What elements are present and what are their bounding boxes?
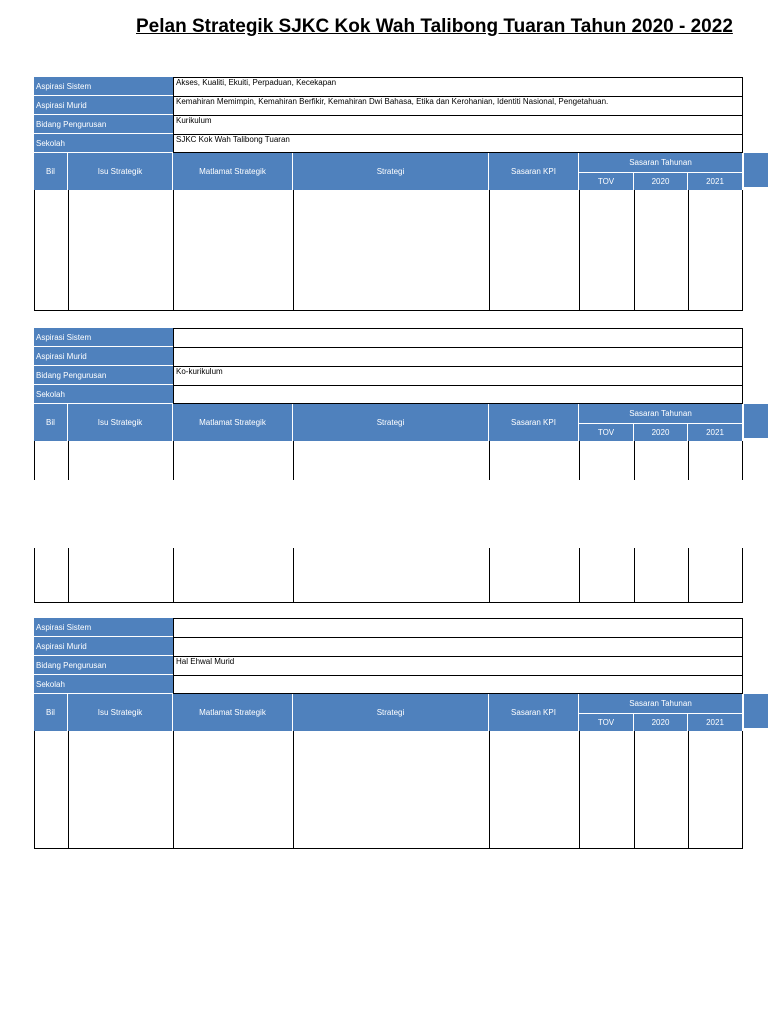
- col-bil: Bil: [34, 694, 68, 731]
- col-bil: Bil: [34, 404, 68, 441]
- label-sekolah: Sekolah: [34, 385, 173, 404]
- col-2020: 2020: [634, 713, 688, 731]
- col-sasaran-tahunan: Sasaran Tahunan: [579, 694, 743, 713]
- col-strategi: Strategi: [293, 404, 489, 441]
- row-aspirasi-murid: [34, 637, 743, 656]
- col-2020: 2020: [634, 172, 688, 190]
- row-aspirasi-sistem: [34, 328, 743, 347]
- label-bidang: Bidang Pengurusan: [34, 656, 173, 675]
- row-sekolah: [34, 675, 743, 694]
- col-bil: Bil: [34, 153, 68, 190]
- col-isu: Isu Strategik: [68, 404, 173, 441]
- value-bidang: Hal Ehwal Murid: [173, 656, 743, 675]
- header-extension: [744, 404, 768, 438]
- col-2020: 2020: [634, 423, 688, 441]
- value-aspirasi-sistem: [173, 618, 743, 637]
- col-matlamat: Matlamat Strategik: [173, 404, 293, 441]
- label-aspirasi-murid: Aspirasi Murid: [34, 347, 173, 366]
- label-bidang: Bidang Pengurusan: [34, 366, 173, 385]
- label-sekolah: Sekolah: [34, 675, 173, 694]
- col-isu: Isu Strategik: [68, 694, 173, 731]
- row-aspirasi-sistem: [34, 618, 743, 637]
- col-2021: 2021: [688, 423, 743, 441]
- label-sekolah: Sekolah: [34, 134, 173, 153]
- value-bidang: Ko-kurikulum: [173, 366, 743, 385]
- col-tov: TOV: [579, 423, 634, 441]
- row-sekolah: [34, 134, 743, 153]
- col-tov: TOV: [579, 713, 634, 731]
- header-extension: [744, 153, 768, 187]
- value-aspirasi-murid: [173, 347, 743, 366]
- value-aspirasi-sistem: Akses, Kualiti, Ekuiti, Perpaduan, Kecekapan: [173, 77, 743, 96]
- col-strategi: Strategi: [293, 153, 489, 190]
- col-sasaran-tahunan: Sasaran Tahunan: [579, 404, 743, 423]
- header-extension: [744, 694, 768, 728]
- row-bidang: [34, 115, 743, 134]
- col-kpi: Sasaran KPI: [489, 404, 579, 441]
- value-sekolah: [173, 385, 743, 404]
- label-aspirasi-sistem: Aspirasi Sistem: [34, 618, 173, 637]
- col-isu: Isu Strategik: [68, 153, 173, 190]
- col-strategi: Strategi: [293, 694, 489, 731]
- col-sasaran-tahunan: Sasaran Tahunan: [579, 153, 743, 172]
- value-sekolah: SJKC Kok Wah Talibong Tuaran: [173, 134, 743, 153]
- table-body: [34, 731, 743, 849]
- col-2021: 2021: [688, 172, 743, 190]
- row-aspirasi-murid: [34, 96, 743, 115]
- label-bidang: Bidang Pengurusan: [34, 115, 173, 134]
- col-kpi: Sasaran KPI: [489, 694, 579, 731]
- label-aspirasi-sistem: Aspirasi Sistem: [34, 328, 173, 347]
- value-bidang: Kurikulum: [173, 115, 743, 134]
- col-kpi: Sasaran KPI: [489, 153, 579, 190]
- col-matlamat: Matlamat Strategik: [173, 153, 293, 190]
- value-aspirasi-sistem: [173, 328, 743, 347]
- table-body: [34, 190, 743, 311]
- row-aspirasi-sistem: [34, 77, 743, 96]
- col-tov: TOV: [579, 172, 634, 190]
- value-aspirasi-murid: Kemahiran Memimpin, Kemahiran Berfikir, Kemahiran Dwi Bahasa, Etika dan Kerohanian, Identiti Nasional, Pengetahuan.: [173, 96, 743, 115]
- label-aspirasi-murid: Aspirasi Murid: [34, 96, 173, 115]
- row-sekolah: [34, 385, 743, 404]
- row-bidang: [34, 656, 743, 675]
- row-bidang: [34, 366, 743, 385]
- label-aspirasi-sistem: Aspirasi Sistem: [34, 77, 173, 96]
- col-matlamat: Matlamat Strategik: [173, 694, 293, 731]
- col-2021: 2021: [688, 713, 743, 731]
- value-aspirasi-murid: [173, 637, 743, 656]
- label-aspirasi-murid: Aspirasi Murid: [34, 637, 173, 656]
- value-sekolah: [173, 675, 743, 694]
- row-aspirasi-murid: [34, 347, 743, 366]
- page-break-gap: [34, 480, 743, 548]
- page-title: Pelan Strategik SJKC Kok Wah Talibong Tuaran Tahun 2020 - 2022: [136, 16, 733, 37]
